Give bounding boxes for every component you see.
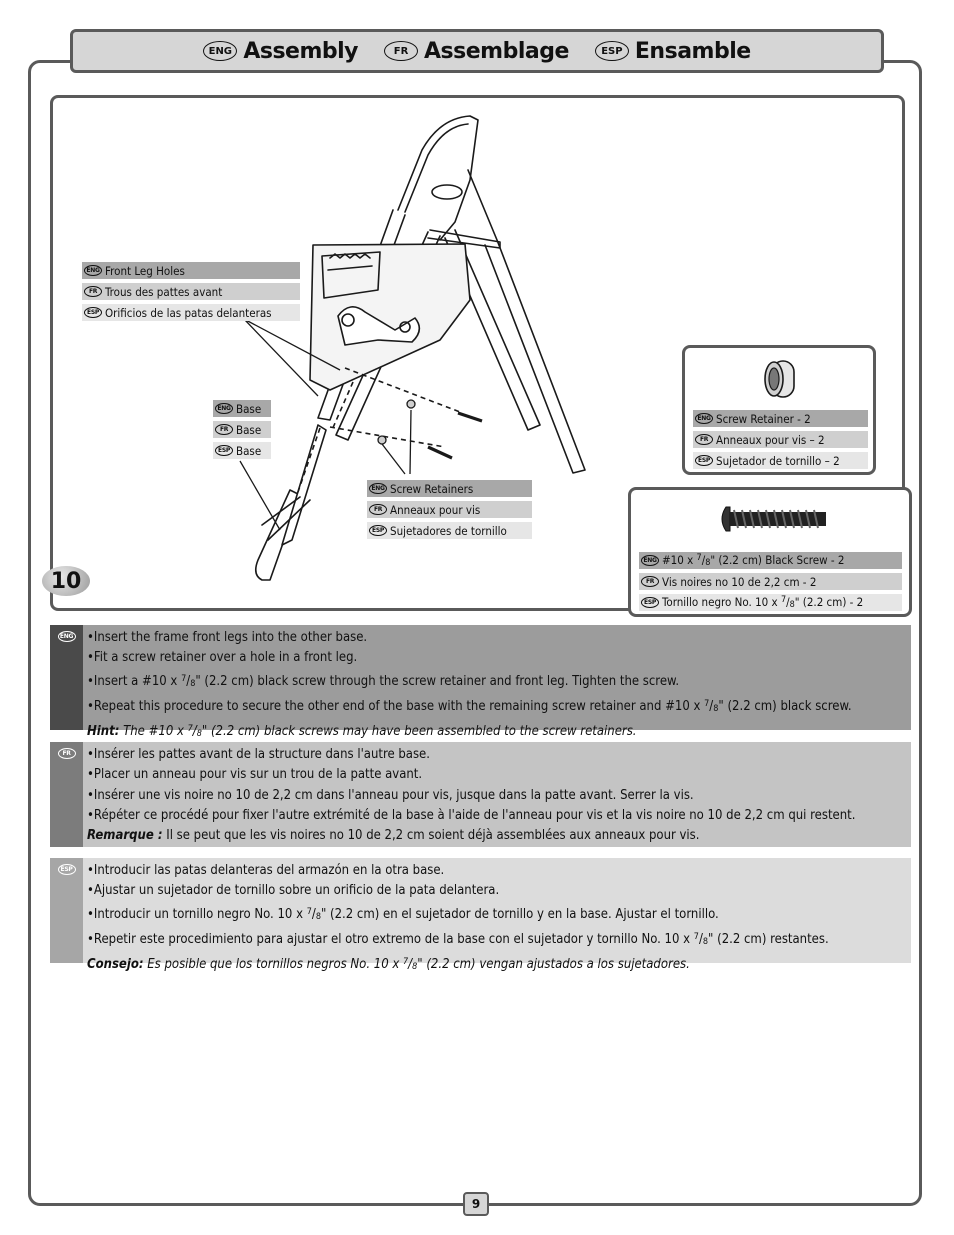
instructions-esp-tab xyxy=(50,858,83,963)
callout-screw-retainers xyxy=(367,480,532,543)
esp-language-badge: ESP xyxy=(84,307,102,318)
eng-language-badge: ENG xyxy=(215,403,233,414)
fr-language-badge: FR xyxy=(58,748,76,759)
label-text: Screw Retainer - 2 xyxy=(716,411,811,426)
part-labels xyxy=(693,410,868,473)
eng-language-badge: ENG xyxy=(203,41,237,61)
callout-front-leg-holes xyxy=(82,262,300,325)
label-text: Base xyxy=(236,422,262,437)
eng-language-badge: ENG xyxy=(695,413,713,424)
header-title-esp: Ensamble xyxy=(634,38,751,64)
instruction-line: •Repetir este procedimiento para ajustar el otro extremo de la base con el sujetador y tornillo No. 10 x $^7$/8" (2.2 cm) restantes. xyxy=(87,931,829,947)
label-text: #10 x $^7$/8" (2.2 cm) Black Screw - 2 xyxy=(662,553,845,568)
header-title-fr: Assemblage xyxy=(424,38,569,64)
instructions-fr-tab xyxy=(50,742,83,847)
instruction-line: •Insérer les pattes avant de la structure dans l'autre base. xyxy=(87,747,430,762)
instructions-esp xyxy=(50,858,911,973)
screw-retainer-icon xyxy=(760,356,806,402)
callout-label-esp xyxy=(367,522,532,539)
eng-language-badge: ENG xyxy=(84,265,102,276)
part-labels xyxy=(639,552,902,615)
callout-label-fr xyxy=(213,421,271,438)
instruction-line: •Placer un anneau pour vis sur un trou de la patte avant. xyxy=(87,767,423,783)
esp-language-badge: ESP xyxy=(695,455,713,466)
esp-language-badge: ESP xyxy=(595,41,629,61)
label-text: Base xyxy=(236,401,262,416)
eng-language-badge: ENG xyxy=(58,631,76,642)
esp-language-badge: ESP xyxy=(641,597,659,608)
callout-label-esp xyxy=(82,304,300,321)
callout-label-eng xyxy=(213,400,271,417)
instruction-line: •Fit a screw retainer over a hole in a front leg. xyxy=(87,650,358,666)
fr-language-badge: FR xyxy=(369,504,387,515)
part-label-fr xyxy=(693,431,868,448)
label-text: Trous des pattes avant xyxy=(105,284,223,299)
label-text: Base xyxy=(236,443,262,458)
fr-language-badge: FR xyxy=(215,424,233,435)
instruction-line: •Ajustar un sujetador de tornillo sobre un orificio de la pata delantera. xyxy=(87,883,500,899)
callout-label-esp xyxy=(213,442,271,459)
part-inset-black-screw xyxy=(628,487,912,617)
instructions-eng xyxy=(50,625,911,740)
part-label-eng xyxy=(639,552,902,569)
label-text: Screw Retainers xyxy=(390,481,474,496)
esp-language-badge: ESP xyxy=(215,445,233,456)
instruction-line: •Repeat this procedure to secure the other end of the base with the remaining screw retainer and #10 x $^7$/8" (2.2 cm) black screw. xyxy=(87,698,852,714)
instruction-line: •Introducir las patas delanteras del armazón en la otra base. xyxy=(87,863,445,878)
instructions-eng-body xyxy=(83,625,911,740)
header-title-eng: Assembly xyxy=(243,38,359,64)
part-label-esp xyxy=(693,452,868,469)
eng-language-badge: ENG xyxy=(369,483,387,494)
label-text: Orificios de las patas delanteras xyxy=(105,305,272,320)
label-text: Sujetadores de tornillo xyxy=(390,523,507,538)
part-inset-screw-retainer xyxy=(682,345,876,475)
instructions-fr xyxy=(50,742,911,847)
instruction-hint: Remarque : Il se peut que les vis noires no 10 de 2,2 cm soient déjà assemblées aux anneaux pour vis. xyxy=(87,828,700,844)
label-text: Front Leg Holes xyxy=(105,263,185,278)
fr-language-badge: FR xyxy=(641,576,659,587)
instruction-line: •Insérer une vis noire no 10 de 2,2 cm dans l'anneau pour vis, jusque dans la patte avant. Serrer la vis. xyxy=(87,787,694,803)
instructions-esp-body xyxy=(83,858,911,973)
esp-language-badge: ESP xyxy=(369,525,387,536)
esp-language-badge: ESP xyxy=(58,864,76,875)
instruction-hint: Consejo: Es posible que los tornillos negros No. 10 x $^7$/8" (2.2 cm) vengan ajustados a los sujetadores. xyxy=(87,957,690,973)
fr-language-badge: FR xyxy=(384,41,418,61)
callout-label-eng xyxy=(82,262,300,279)
label-text: Sujetador de tornillo – 2 xyxy=(716,453,840,468)
label-text: Anneaux pour vis xyxy=(390,502,481,517)
instruction-line: •Introducir un tornillo negro No. 10 x $^7$/8" (2.2 cm) en el sujetador de tornillo y en la base. Ajustar el tornillo. xyxy=(87,906,719,922)
instruction-line: •Insert a #10 x $^7$/8" (2.2 cm) black screw through the screw retainer and front leg. Tighten the screw. xyxy=(87,673,680,689)
label-text: Tornillo negro No. 10 x $^7$/8" (2.2 cm) - 2 xyxy=(662,595,864,610)
instructions-fr-body xyxy=(83,742,911,847)
part-label-esp xyxy=(639,594,902,611)
black-screw-icon xyxy=(716,504,832,534)
instruction-line: •Répéter ce procédé pour fixer l'autre extrémité de la base à l'aide de l'anneau pour vis et la vis noire no 10 de 2,2 cm qui restent. xyxy=(87,807,856,823)
label-text: Vis noires no 10 de 2,2 cm - 2 xyxy=(662,574,817,589)
fr-language-badge: FR xyxy=(84,286,102,297)
part-label-fr xyxy=(639,573,902,590)
callout-label-fr xyxy=(367,501,532,518)
callout-base xyxy=(213,400,271,463)
instructions-eng-tab xyxy=(50,625,83,730)
label-text: Anneaux pour vis – 2 xyxy=(716,432,825,447)
step-number-badge: 10 xyxy=(42,566,90,596)
callout-label-fr xyxy=(82,283,300,300)
fr-language-badge: FR xyxy=(695,434,713,445)
page-number: 9 xyxy=(463,1192,489,1216)
eng-language-badge: ENG xyxy=(641,555,659,566)
instruction-line: •Insert the frame front legs into the other base. xyxy=(87,630,368,645)
instruction-hint: Hint: The #10 x $^7$/8" (2.2 cm) black screws may have been assembled to the screw retainers. xyxy=(87,724,637,740)
part-label-eng xyxy=(693,410,868,427)
callout-label-eng xyxy=(367,480,532,497)
